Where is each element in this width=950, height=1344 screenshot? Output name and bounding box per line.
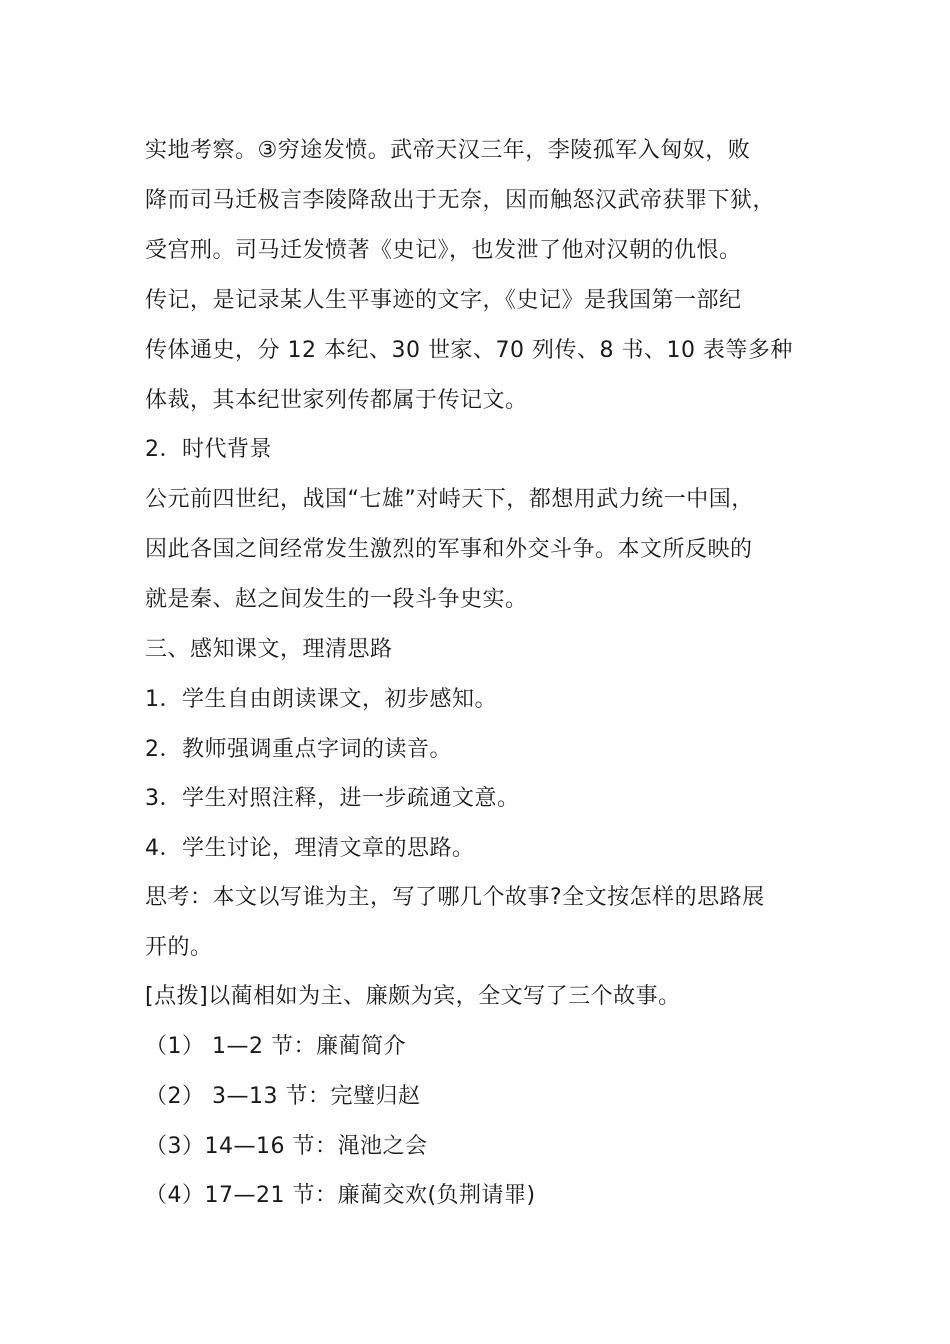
text-line: 公元前四世纪，战国“七雄”对峙天下，都想用武力统一中国， xyxy=(145,487,754,512)
text-line: 传体通史，分 12 本纪、30 世家、70 列传、8 书、10 表等多种 xyxy=(145,338,793,363)
text-line: 实地考察。③穷途发愤。武帝天汉三年，李陵孤军入匈奴，败 xyxy=(145,138,751,163)
text-line: 传记，是记录某人生平事迹的文字，《史记》是我国第一部纪 xyxy=(145,288,742,313)
text-line: [点拨]以蔺相如为主、廉颇为宾，全文写了三个故事。 xyxy=(145,984,681,1009)
list-item: 1．学生自由朗读课文，初步感知。 xyxy=(145,687,497,712)
text-line: 降而司马迁极言李陵降敌出于无奈，因而触怒汉武帝获罪下狱， xyxy=(145,188,776,213)
list-item: （1） 1—2 节：廉蔺简介 xyxy=(145,1034,406,1059)
section-heading: 2．时代背景 xyxy=(145,437,272,462)
list-item: （4）17—21 节：廉蔺交欢(负荆请罪) xyxy=(145,1183,536,1208)
list-item: （3）14—16 节：渑池之会 xyxy=(145,1134,428,1159)
section-heading: 三、感知课文，理清思路 xyxy=(145,637,393,662)
text-line: 受宫刑。司马迁发愤著《史记》，也发泄了他对汉朝的仇恨。 xyxy=(145,238,742,263)
list-item: 2．教师强调重点字词的读音。 xyxy=(145,737,452,762)
text-line: 因此各国之间经常发生激烈的军事和外交斗争。本文所反映的 xyxy=(145,537,753,562)
text-line: 思考：本文以写谁为主，写了哪几个故事?全文按怎样的思路展 xyxy=(145,885,765,910)
text-line: 开的。 xyxy=(145,935,213,960)
list-item: 3．学生对照注释，进一步疏通文意。 xyxy=(145,786,520,811)
text-line: 体裁，其本纪世家列传都属于传记文。 xyxy=(145,388,528,413)
list-item: （2） 3—13 节：完璧归赵 xyxy=(145,1084,421,1109)
list-item: 4．学生讨论，理清文章的思路。 xyxy=(145,836,475,861)
text-line: 就是秦、赵之间发生的一段斗争史实。 xyxy=(145,587,528,612)
